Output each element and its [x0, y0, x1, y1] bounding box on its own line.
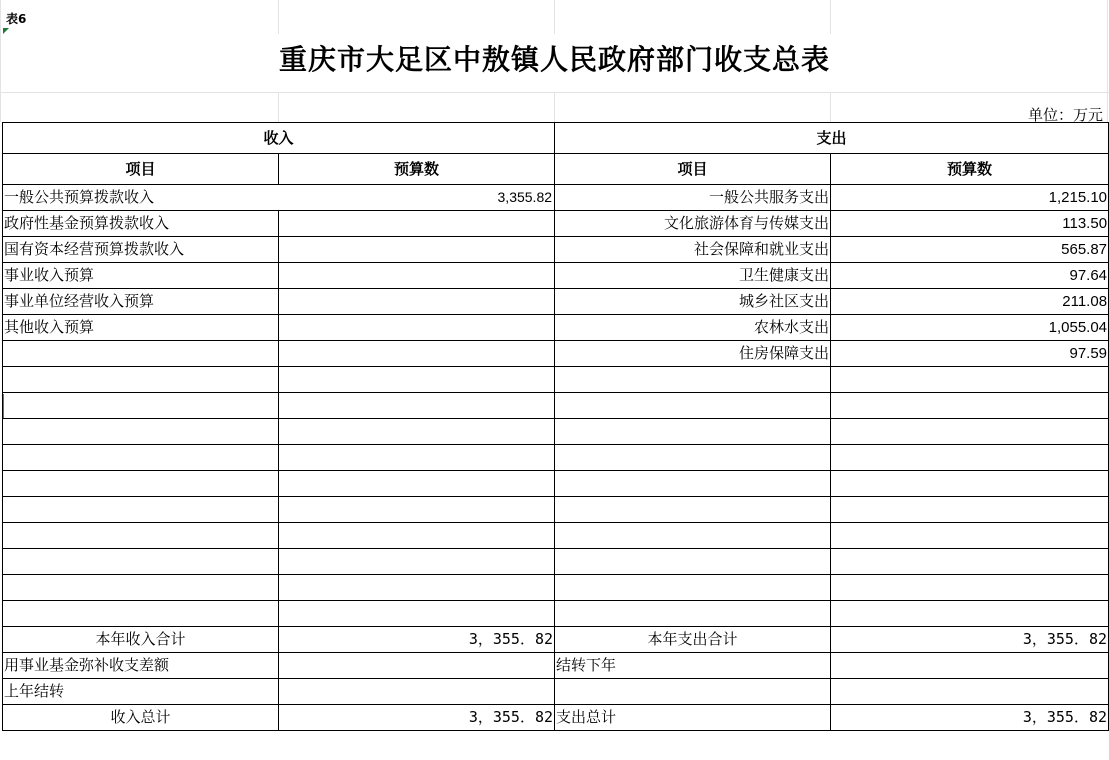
expense-value-cell[interactable]: [831, 549, 1109, 575]
expense-item-cell[interactable]: [555, 601, 831, 627]
expense-item-cell[interactable]: 住房保障支出: [555, 341, 831, 367]
expense-value-cell[interactable]: [831, 419, 1109, 445]
expense-item-cell[interactable]: [555, 419, 831, 445]
table-row: [3, 549, 1109, 575]
expense-value-cell[interactable]: [831, 445, 1109, 471]
income-item-cell[interactable]: [3, 497, 279, 523]
income-item-cell[interactable]: 事业收入预算: [3, 263, 279, 289]
budget-summary-table: [2, 122, 1109, 731]
expense-value-cell[interactable]: 97.59: [831, 341, 1109, 367]
income-item-cell[interactable]: 其他收入预算: [3, 315, 279, 341]
income-item-cell[interactable]: [3, 393, 279, 419]
unit-label: 单位：万元: [1027, 106, 1103, 124]
expense-item-cell[interactable]: [555, 367, 831, 393]
table-row: [3, 263, 1109, 289]
expense-item-cell[interactable]: 文化旅游体育与传媒支出: [555, 211, 831, 237]
carry-next-year-value[interactable]: [831, 653, 1109, 679]
expense-item-cell[interactable]: 农林水支出: [555, 315, 831, 341]
income-item-cell[interactable]: [3, 341, 279, 367]
prev-year-carry-label[interactable]: 上年结转: [3, 679, 279, 705]
expense-value-cell[interactable]: [831, 523, 1109, 549]
expense-item-cell[interactable]: 卫生健康支出: [555, 263, 831, 289]
column-header-row: [3, 154, 1109, 185]
income-value-cell[interactable]: [279, 367, 555, 393]
income-budget-header[interactable]: 预算数: [279, 154, 555, 185]
table-row: [3, 289, 1109, 315]
expense-value-cell[interactable]: [831, 575, 1109, 601]
income-item-cell[interactable]: [3, 419, 279, 445]
income-item-cell[interactable]: [3, 601, 279, 627]
fund-row: [3, 653, 1109, 679]
expense-item-cell[interactable]: [555, 523, 831, 549]
income-value-cell[interactable]: [279, 419, 555, 445]
table-row: [3, 393, 1109, 419]
expense-grand-total-value[interactable]: 3，355．82: [831, 705, 1109, 731]
grand-total-row: [3, 705, 1109, 731]
blank-cell[interactable]: [831, 679, 1109, 705]
income-grand-total-label[interactable]: 收入总计: [3, 705, 279, 731]
income-item-cell[interactable]: [3, 445, 279, 471]
expense-item-cell[interactable]: [555, 575, 831, 601]
expense-value-cell[interactable]: 113.50: [831, 211, 1109, 237]
expense-value-cell[interactable]: [831, 367, 1109, 393]
blank-cell[interactable]: [555, 679, 831, 705]
table-row: [3, 445, 1109, 471]
income-section-header[interactable]: 收入: [3, 123, 555, 154]
expense-item-cell[interactable]: [555, 393, 831, 419]
table-row: [3, 367, 1109, 393]
expense-item-cell[interactable]: [555, 549, 831, 575]
table-row: [3, 341, 1109, 367]
income-grand-total-value[interactable]: 3，355．82: [279, 705, 555, 731]
table-row: [3, 419, 1109, 445]
income-value-cell[interactable]: [279, 289, 555, 315]
income-item-cell[interactable]: [3, 471, 279, 497]
table-row: [3, 575, 1109, 601]
expense-value-cell[interactable]: [831, 601, 1109, 627]
fund-offset-value[interactable]: [279, 653, 555, 679]
year-total-row: [3, 627, 1109, 653]
income-item-cell[interactable]: 政府性基金预算拨款收入: [3, 211, 279, 237]
table-row: [3, 523, 1109, 549]
expense-budget-header[interactable]: 预算数: [831, 154, 1109, 185]
cell-comment-indicator: [3, 28, 9, 34]
expense-item-cell[interactable]: [555, 445, 831, 471]
table-row: [3, 315, 1109, 341]
table-number: 表6: [6, 12, 27, 26]
year-income-total-label[interactable]: 本年收入合计: [3, 627, 279, 653]
income-item-cell[interactable]: [3, 549, 279, 575]
income-value-cell[interactable]: [279, 575, 555, 601]
expense-value-cell[interactable]: [831, 497, 1109, 523]
table-row: [3, 185, 1109, 211]
income-item-cell[interactable]: [3, 185, 555, 211]
expense-grand-total-label[interactable]: 支出总计: [555, 705, 831, 731]
income-value-cell[interactable]: [279, 341, 555, 367]
income-value-cell[interactable]: [279, 211, 555, 237]
year-expense-total-label[interactable]: 本年支出合计: [555, 627, 831, 653]
income-item-cell[interactable]: [3, 523, 279, 549]
income-item-cell[interactable]: 国有资本经营预算拨款收入: [3, 237, 279, 263]
section-header-row: [3, 123, 1109, 154]
table-row: [3, 497, 1109, 523]
income-value-cell[interactable]: [279, 549, 555, 575]
income-value-cell[interactable]: [279, 237, 555, 263]
year-expense-total-value[interactable]: 3，355．82: [831, 627, 1109, 653]
expense-item-cell[interactable]: [555, 471, 831, 497]
income-item-header[interactable]: 项目: [3, 154, 279, 185]
table-row: [3, 471, 1109, 497]
expense-value-cell[interactable]: [831, 471, 1109, 497]
income-item-cell[interactable]: [3, 575, 279, 601]
expense-value-cell[interactable]: 1,055.04: [831, 315, 1109, 341]
expense-section-header[interactable]: 支出: [555, 123, 1109, 154]
table-row: [3, 237, 1109, 263]
income-value-cell[interactable]: [279, 497, 555, 523]
income-value-cell[interactable]: [279, 601, 555, 627]
fund-offset-label[interactable]: 用事业基金弥补收支差额: [3, 653, 279, 679]
income-item-cell[interactable]: [3, 367, 279, 393]
income-value-cell[interactable]: [279, 523, 555, 549]
expense-value-cell[interactable]: 565.87: [831, 237, 1109, 263]
expense-item-cell[interactable]: 社会保障和就业支出: [555, 237, 831, 263]
year-income-total-value[interactable]: 3，355．82: [279, 627, 555, 653]
income-value-cell[interactable]: [279, 393, 555, 419]
income-value-cell[interactable]: [279, 263, 555, 289]
income-value-cell[interactable]: [279, 315, 555, 341]
prev-carry-row: [3, 679, 1109, 705]
expense-value-cell[interactable]: 211.08: [831, 289, 1109, 315]
page-title: 重庆市大足区中敖镇人民政府部门收支总表: [278, 43, 830, 76]
income-value: 3,355.82: [497, 189, 553, 205]
table-row: [3, 601, 1109, 627]
expense-value-cell[interactable]: 97.64: [831, 263, 1109, 289]
income-value-cell[interactable]: [279, 471, 555, 497]
expense-value-cell[interactable]: 1,215.10: [831, 185, 1109, 211]
income-value-cell[interactable]: [279, 445, 555, 471]
expense-item-header[interactable]: 项目: [555, 154, 831, 185]
expense-item-cell[interactable]: 一般公共服务支出: [555, 185, 831, 211]
income-item-label: 一般公共预算拨款收入: [4, 188, 155, 206]
expense-value-cell[interactable]: [831, 393, 1109, 419]
expense-item-cell[interactable]: [555, 497, 831, 523]
carry-next-year-label[interactable]: 结转下年: [555, 653, 831, 679]
expense-item-cell[interactable]: 城乡社区支出: [555, 289, 831, 315]
table-row: [3, 211, 1109, 237]
prev-year-carry-value[interactable]: [279, 679, 555, 705]
income-item-cell[interactable]: 事业单位经营收入预算: [3, 289, 279, 315]
